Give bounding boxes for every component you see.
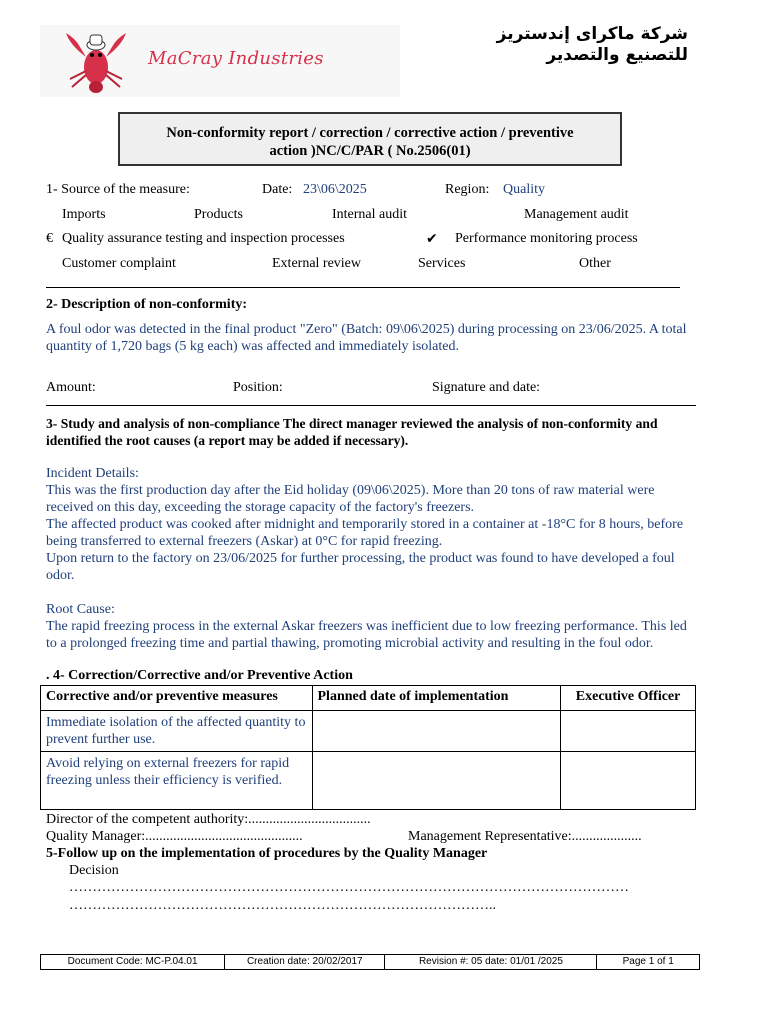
quality-manager-line: Quality Manager:.............................................	[46, 829, 303, 844]
planned-date-cell	[312, 711, 561, 752]
table-header-row	[41, 686, 696, 711]
section3-heading: 3- Study and analysis of non-compliance The direct manager reviewed the analysis of non-conformity and identified the root causes (a report may be added if necessary).	[46, 416, 658, 448]
arabic-line-1: شركة ماكراى إندستريز	[496, 24, 688, 44]
lobster-logo-icon	[56, 27, 136, 97]
col-executive-officer: Executive Officer	[561, 686, 696, 711]
measure-cell: Avoid relying on external freezers for rapid freezing unless their efficiency is verified.	[41, 752, 313, 810]
option-management-audit: Management audit	[524, 207, 629, 222]
col-measures: Corrective and/or preventive measures	[41, 686, 313, 711]
incident-paragraph-3: Upon return to the factory on 23/06/2025 for further processing, the product was found to have developed a foul odor.	[46, 551, 675, 583]
arabic-line-2: للتصنيع والتصدير	[546, 45, 688, 65]
footer-document-code: Document Code: MC-P.04.01	[41, 955, 225, 969]
table-row	[41, 711, 696, 752]
table-row	[41, 752, 696, 810]
option-performance-monitoring: Performance monitoring process	[455, 231, 638, 246]
option-external-review: External review	[272, 256, 362, 271]
option-qa-testing: Quality assurance testing and inspection processes	[62, 231, 345, 246]
date-value: 23\06\2025	[303, 182, 367, 197]
amount-label: Amount:	[46, 380, 96, 395]
decision-label: Decision	[69, 863, 119, 878]
executive-officer-cell	[561, 711, 696, 752]
source-label: 1- Source of the measure:	[46, 182, 190, 197]
decision-dots-2: ………………………………………………………………………………..	[69, 898, 496, 913]
option-internal-audit: Internal audit	[332, 207, 408, 222]
footer-page-number: Page 1 of 1	[622, 956, 674, 967]
actions-table	[40, 685, 696, 810]
arabic-company-name	[497, 24, 688, 66]
section2-heading: 2- Description of non-conformity:	[46, 297, 248, 312]
section4-heading: . 4- Correction/Corrective and/or Preventive Action	[46, 668, 353, 683]
root-cause-text: The rapid freezing process in the external Askar freezers was inefficient due to low freezing performance. This led to a prolonged freezing time and partial thawing, promoting microbial activity and resulting in the foul odor.	[46, 619, 687, 651]
management-rep-line: Management Representative:....................	[408, 829, 642, 844]
footer-creation-date: Creation date: 20/02/2017	[225, 955, 385, 969]
title-line-2: action )NC/C/PAR ( No.2506(01)	[269, 143, 471, 159]
title-line-1: Non-conformity report / correction / corrective action / preventive	[166, 125, 574, 141]
region-label: Region:	[445, 182, 490, 197]
director-line: Director of the competent authority:...................................	[46, 812, 371, 827]
nonconformity-description: A foul odor was detected in the final product "Zero" (Batch: 09\06\2025) during processing on 23/06/2025. A total quantity of 1,720 bags (5 kg each) was affected and immediately isolated.	[46, 322, 687, 354]
section5-heading: 5-Follow up on the implementation of procedures by the Quality Manager	[46, 846, 488, 861]
root-cause-title: Root Cause:	[46, 602, 115, 617]
incident-title: Incident Details:	[46, 466, 139, 481]
option-other: Other	[579, 256, 611, 271]
option-products: Products	[194, 207, 243, 222]
option-customer-complaint: Customer complaint	[62, 256, 176, 271]
planned-date-cell	[312, 752, 561, 810]
executive-officer-cell	[561, 752, 696, 810]
region-value: Quality	[503, 182, 545, 197]
report-title	[118, 112, 622, 166]
signature-date-label: Signature and date:	[432, 380, 541, 395]
divider-1	[46, 287, 680, 288]
brand-name: MaCray Industries	[148, 48, 324, 69]
option-imports: Imports	[62, 207, 106, 222]
option-services: Services	[418, 256, 466, 271]
measure-cell: Immediate isolation of the affected quantity to prevent further use.	[41, 711, 313, 752]
position-label: Position:	[233, 380, 283, 395]
checkmark-icon: ✔	[426, 231, 438, 247]
decision-dots-1: …………………………………………………………………………………………………………	[69, 880, 629, 895]
footer-revision: Revision #: 05 date: 01/01 /2025	[385, 955, 597, 969]
incident-paragraph-2: The affected product was cooked after midnight and temporarily stored in a container at -18°C for 8 hours, before being transferred to external freezers (Askar) at 0°C for rapid freezing.	[46, 517, 684, 549]
col-planned-date: Planned date of implementation	[312, 686, 561, 711]
divider-2	[46, 405, 696, 406]
date-label: Date:	[262, 182, 293, 197]
document-footer	[40, 954, 700, 970]
qa-marker-icon: €	[46, 231, 53, 246]
incident-paragraph-1: This was the first production day after the Eid holiday (09\06\2025). More than 20 tons of raw material were received on this day, exceeding the storage capacity of the factory's freezers.	[46, 483, 655, 515]
